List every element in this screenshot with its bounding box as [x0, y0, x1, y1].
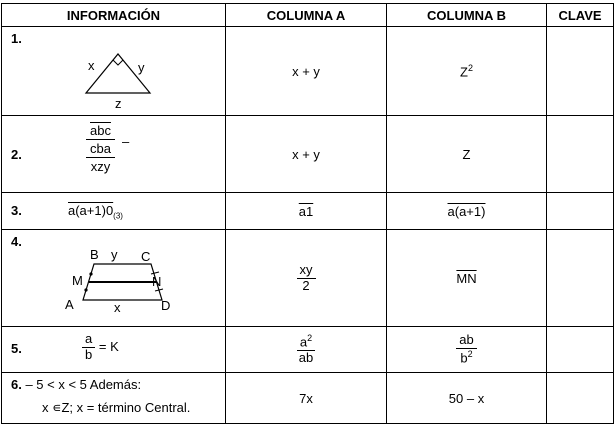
info-cell-6 [2, 373, 226, 424]
fraction-a-b [82, 332, 95, 363]
comparison-table [1, 3, 614, 424]
numerator: xy [297, 263, 316, 279]
numeral-expression [68, 203, 123, 221]
info-cell-1 [2, 27, 226, 116]
exponent: 2 [307, 332, 313, 343]
label-z: z [115, 96, 122, 111]
row-number: 3. [11, 203, 22, 218]
z-base: Z [460, 64, 468, 80]
header-clave: CLAVE [547, 4, 614, 27]
col-b-cell-5 [387, 327, 547, 373]
z-exponent: 2 [467, 62, 473, 73]
label-n: N [152, 274, 162, 289]
table-row [2, 193, 614, 230]
overlined-a1: a1 [298, 203, 314, 219]
label-b: B [90, 250, 99, 262]
label-c: C [141, 250, 151, 264]
label-x: x [88, 58, 95, 73]
col-b-cell-2: Z [387, 116, 547, 193]
compound-fraction [86, 122, 115, 175]
row-number: 2. [11, 147, 22, 162]
denominator: b [85, 346, 93, 362]
table-row [2, 230, 614, 327]
base: a [299, 334, 308, 350]
header-columna-b: COLUMNA B [387, 4, 547, 27]
clave-cell-1[interactable] [547, 27, 614, 116]
col-b-cell-6: 50 – x [387, 373, 547, 424]
col-a-cell-1: x + y [226, 27, 387, 116]
denominator: ab [298, 350, 314, 366]
denominator: 2 [302, 277, 310, 293]
row-number: 5. [11, 341, 22, 356]
clave-cell-2[interactable] [547, 116, 614, 193]
condition-line-2: x ∊Z; x = término Central. [42, 400, 191, 415]
exponent: 2 [467, 348, 473, 359]
right-triangle-figure [80, 51, 180, 111]
header-row [2, 4, 614, 27]
base-subscript: (3) [113, 211, 123, 221]
col-a-cell-6: 7x [226, 373, 387, 424]
overlined-numeral: a(a+1)0 [68, 203, 114, 218]
table-row [2, 373, 614, 424]
table-row [2, 27, 614, 116]
col-b-cell-1 [387, 27, 547, 116]
fraction-xy-2 [297, 263, 316, 294]
label-a: A [65, 297, 74, 312]
base: b [460, 350, 468, 366]
condition-text: – 5 < x < 5 Además: [25, 377, 142, 392]
numerator: ab [456, 333, 476, 349]
row-number: 6. [11, 377, 22, 392]
col-b-cell-3 [387, 193, 547, 230]
trailing-dash: – [122, 134, 130, 149]
col-a-cell-5 [226, 327, 387, 373]
col-a-cell-3 [226, 193, 387, 230]
fraction-bottom: xzy [90, 159, 111, 174]
info-cell-4 [2, 230, 226, 327]
table-row [2, 327, 614, 373]
clave-cell-3[interactable] [547, 193, 614, 230]
label-m: M [72, 273, 83, 288]
trapezoid-figure [62, 250, 192, 322]
clave-cell-6[interactable] [547, 373, 614, 424]
clave-cell-4[interactable] [547, 230, 614, 327]
numerator [297, 333, 315, 351]
row-number: 4. [11, 234, 22, 249]
overlined-expression: a(a+1) [447, 203, 486, 219]
row-number: 1. [11, 31, 22, 46]
fraction-ab-b2 [456, 333, 476, 366]
equals-k: = K [98, 338, 119, 354]
col-b-cell-4 [387, 230, 547, 327]
overlined-mn: $\overline{MN}$ [456, 270, 477, 286]
col-a-cell-4 [226, 230, 387, 327]
fraction-a2-ab [296, 333, 316, 366]
header-informacion: INFORMACIÓN [2, 4, 226, 27]
fraction-top: $\overline{abc}$ [86, 122, 115, 140]
info-cell-3 [2, 193, 226, 230]
info-cell-5 [2, 327, 226, 373]
clave-cell-5[interactable] [547, 327, 614, 373]
label-y: y [111, 250, 118, 262]
table-row [2, 116, 614, 193]
col-a-cell-2: x + y [226, 116, 387, 193]
info-cell-2 [2, 116, 226, 193]
fraction-middle: cba [86, 140, 115, 158]
denominator [457, 349, 475, 366]
numerator: a [82, 332, 95, 348]
label-d: D [161, 298, 171, 313]
header-columna-a: COLUMNA A [226, 4, 387, 27]
condition-line-1 [11, 377, 141, 392]
label-x: x [114, 300, 121, 315]
ratio-expression [82, 332, 119, 363]
label-y: y [138, 60, 145, 75]
